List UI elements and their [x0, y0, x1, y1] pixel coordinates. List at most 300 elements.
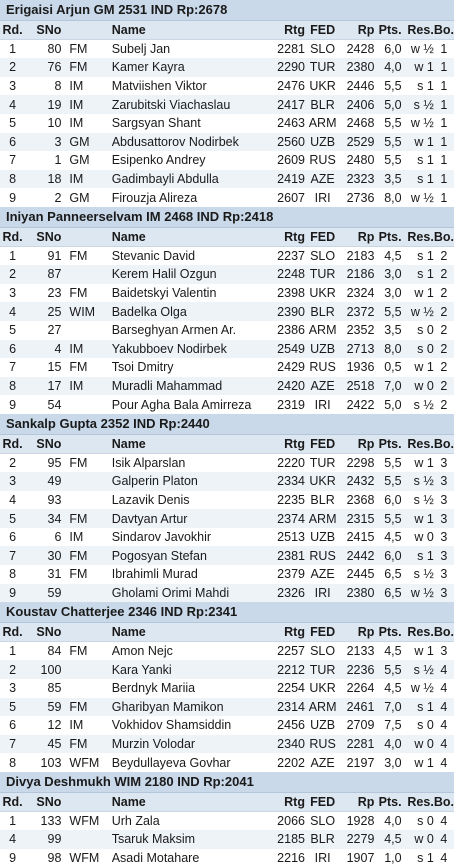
table-cell: 2235: [277, 492, 305, 507]
table-cell: BLR: [305, 830, 340, 849]
table-cell: 2212: [269, 660, 305, 679]
table-cell: 1: [434, 133, 454, 152]
table-cell: 4: [440, 814, 448, 829]
table-cell: w 0: [414, 530, 434, 545]
table-cell: 2326: [269, 584, 305, 603]
table-cell: 2372: [340, 302, 374, 321]
table-cell: WFM: [69, 755, 100, 770]
player-section: [0, 414, 454, 602]
table-cell: 2380: [340, 584, 374, 603]
table-cell: 5,5: [374, 509, 401, 528]
player-title: Koustav Chatterjee 2346 IND Rp:2341: [0, 602, 454, 623]
table-cell: [63, 660, 111, 679]
table-cell: Tsoi Dmitry: [111, 360, 174, 375]
table-cell: IRI: [314, 190, 331, 205]
table-row: [0, 453, 454, 472]
table-cell: BLR: [305, 95, 340, 114]
table-row: [0, 491, 454, 510]
table-cell: 3: [434, 584, 454, 603]
table-cell: 4: [25, 340, 63, 359]
table-cell: Gadimbayli Abdulla: [112, 170, 269, 189]
table-cell: 2381: [269, 546, 305, 565]
table-cell: 100: [25, 660, 63, 679]
table-cell: BLR: [305, 302, 340, 321]
table-cell: 59: [25, 698, 63, 717]
table-cell: 2237: [277, 249, 305, 264]
table-cell: 10: [47, 116, 62, 131]
table-cell: Kara Yanki: [112, 660, 269, 679]
table-cell: 2420: [269, 377, 305, 396]
table-cell: 2281: [277, 42, 305, 57]
table-cell: 4: [434, 698, 454, 717]
table-row: [0, 188, 454, 207]
table-cell: BLR: [310, 492, 335, 507]
table-cell: 2066: [277, 814, 305, 829]
table-row: [0, 753, 454, 772]
table-cell: Tsaruk Maksim: [112, 830, 269, 849]
table-cell: FM: [69, 42, 88, 57]
table-row: [0, 584, 454, 603]
table-cell: 2380: [340, 58, 374, 77]
player-section: [0, 602, 454, 772]
player-title: Sankalp Gupta 2352 IND Rp:2440: [0, 414, 454, 435]
table-cell: ARM: [308, 116, 337, 131]
table-cell: 6: [9, 530, 17, 545]
table-cell: 3: [440, 567, 448, 582]
column-header: Bo.: [434, 623, 454, 642]
table-cell: 8: [9, 755, 17, 770]
table-cell: 59: [25, 584, 63, 603]
column-header: [63, 21, 111, 40]
table-cell: 2468: [346, 116, 375, 131]
table-cell: IM: [69, 116, 84, 131]
table-cell: 5,5: [384, 456, 402, 471]
table-cell: 5,5: [384, 79, 402, 94]
table-cell: 3: [25, 133, 63, 152]
table-cell: 2352: [346, 323, 375, 338]
table-cell: 2315: [340, 509, 374, 528]
table-cell: 9: [9, 851, 17, 866]
table-cell: 23: [47, 286, 62, 301]
table-cell: 3: [434, 472, 454, 491]
table-cell: IM: [69, 530, 84, 545]
table-cell: s 1: [402, 170, 434, 189]
table-cell: 5,5: [374, 660, 401, 679]
table-cell: 6,5: [384, 567, 402, 582]
table-cell: 2: [434, 377, 454, 396]
column-header: [63, 228, 111, 247]
table-cell: 98: [47, 851, 62, 866]
table-cell: 7,5: [384, 718, 402, 733]
table-cell: 15: [47, 360, 62, 375]
table-cell: s 1: [417, 249, 434, 264]
table-cell: Davtyan Artur: [112, 509, 269, 528]
table-cell: 45: [25, 735, 63, 754]
table-cell: 0,5: [384, 360, 402, 375]
table-cell: 5,5: [374, 302, 401, 321]
table-cell: 2281: [340, 735, 374, 754]
table-cell: Urh Zala: [111, 814, 160, 829]
column-header: Rp: [340, 623, 374, 642]
table-cell: 2513: [277, 530, 305, 545]
table-cell: 2379: [277, 567, 305, 582]
column-header: Bo.: [434, 21, 454, 40]
table-cell: 7: [0, 546, 25, 565]
table-cell: ARM: [305, 698, 340, 717]
table-cell: s 0: [402, 340, 434, 359]
column-header: SNo: [25, 228, 63, 247]
table-cell: 2419: [269, 170, 305, 189]
table-cell: 2386: [277, 323, 305, 338]
table-row: [0, 472, 454, 491]
table-cell: Abdusattorov Nodirbek: [112, 133, 269, 152]
table-cell: 2: [440, 286, 448, 301]
table-row: [0, 40, 454, 59]
table-cell: Berdnyk Mariia: [111, 681, 196, 696]
table-cell: 2185: [269, 830, 305, 849]
table-cell: 1: [9, 42, 17, 57]
table-cell: 17: [25, 377, 63, 396]
table-cell: 1907: [346, 851, 375, 866]
table-cell: 1: [434, 58, 454, 77]
table-cell: s 0: [417, 718, 434, 733]
table-cell: FM: [63, 509, 111, 528]
table-cell: 3,0: [384, 286, 402, 301]
table-cell: GM: [69, 153, 90, 168]
table-cell: 76: [25, 58, 63, 77]
table-cell: 2133: [346, 644, 375, 659]
table-cell: WIM: [63, 302, 111, 321]
table-header-row: [0, 21, 454, 40]
table-cell: 3: [434, 546, 454, 565]
table-cell: Beydullayeva Govhar: [111, 755, 231, 770]
table-cell: 4: [434, 830, 454, 849]
table-cell: s 0: [417, 814, 434, 829]
table-cell: 3: [440, 644, 448, 659]
table-cell: FM: [69, 644, 88, 659]
table-cell: 19: [25, 95, 63, 114]
table-cell: UZB: [305, 340, 340, 359]
table-cell: AZE: [305, 377, 340, 396]
table-cell: AZE: [305, 170, 340, 189]
column-header: Rp: [340, 228, 374, 247]
table-cell: 3,5: [374, 170, 401, 189]
table-cell: 9: [9, 190, 17, 205]
table-cell: 3: [0, 472, 25, 491]
table-cell: SLO: [310, 249, 336, 264]
results-table: [0, 21, 454, 207]
table-cell: Ibrahimli Murad: [111, 567, 198, 582]
table-cell: IRI: [305, 584, 340, 603]
table-cell: RUS: [305, 546, 340, 565]
table-cell: Stevanic David: [111, 249, 196, 264]
table-cell: 2264: [346, 681, 375, 696]
column-header: Pts.: [374, 793, 401, 812]
table-row: [0, 321, 454, 340]
table-cell: 2549: [269, 340, 305, 359]
column-header: FED: [305, 21, 340, 40]
table-cell: 2390: [269, 302, 305, 321]
table-cell: FM: [63, 735, 111, 754]
table-row: [0, 77, 454, 96]
table-cell: w 1: [414, 644, 434, 659]
table-cell: 25: [25, 302, 63, 321]
table-cell: WFM: [69, 851, 100, 866]
table-cell: 4: [440, 851, 448, 866]
table-cell: 6,0: [384, 42, 402, 57]
table-cell: FM: [63, 546, 111, 565]
table-cell: Firouzja Alireza: [111, 190, 198, 205]
table-cell: 3: [440, 492, 448, 507]
table-cell: 49: [25, 472, 63, 491]
table-cell: 2: [440, 360, 448, 375]
table-row: [0, 114, 454, 133]
column-header: SNo: [25, 21, 63, 40]
table-cell: [63, 395, 111, 414]
table-cell: 133: [40, 814, 62, 829]
table-cell: 2254: [277, 681, 305, 696]
table-cell: TUR: [305, 660, 340, 679]
table-cell: 2: [434, 340, 454, 359]
table-cell: 99: [25, 830, 63, 849]
table-row: [0, 509, 454, 528]
table-cell: FM: [69, 360, 88, 375]
table-cell: 2340: [269, 735, 305, 754]
table-cell: s ½: [413, 492, 434, 507]
column-header: Name: [112, 793, 269, 812]
table-cell: Lazavik Denis: [111, 492, 190, 507]
table-header-row: [0, 623, 454, 642]
table-cell: 2428: [346, 42, 375, 57]
table-cell: 30: [25, 546, 63, 565]
table-cell: 3,0: [374, 265, 401, 284]
table-cell: 2368: [346, 492, 375, 507]
table-cell: 2197: [346, 755, 375, 770]
table-cell: [63, 472, 111, 491]
table-cell: 2334: [269, 472, 305, 491]
table-cell: 2202: [277, 755, 305, 770]
table-cell: Murzin Volodar: [112, 735, 269, 754]
table-cell: [63, 321, 111, 340]
table-cell: Sargsyan Shant: [111, 116, 201, 131]
player-section: [0, 772, 454, 867]
table-cell: 2518: [340, 377, 374, 396]
table-cell: 2279: [340, 830, 374, 849]
table-cell: Asadi Motahare: [111, 851, 200, 866]
table-cell: SLO: [310, 814, 336, 829]
table-cell: 9: [9, 397, 17, 412]
table-row: [0, 546, 454, 565]
table-cell: w 1: [414, 286, 434, 301]
column-header: [63, 435, 111, 454]
column-header: Pts.: [374, 228, 401, 247]
column-header: Rd.: [0, 228, 25, 247]
table-header-row: [0, 228, 454, 247]
table-cell: Subelj Jan: [111, 42, 171, 57]
table-cell: 8: [0, 170, 25, 189]
table-cell: 2: [440, 397, 448, 412]
player-section: [0, 207, 454, 414]
table-cell: GM: [69, 190, 90, 205]
player-title: Divya Deshmukh WIM 2180 IND Rp:2041: [0, 772, 454, 793]
table-cell: Isik Alparslan: [111, 456, 186, 471]
table-cell: 2: [434, 302, 454, 321]
table-cell: 2445: [346, 567, 375, 582]
table-cell: FM: [69, 286, 88, 301]
table-cell: IM: [63, 95, 111, 114]
table-cell: UZB: [310, 718, 336, 733]
column-header: Res.: [402, 21, 434, 40]
table-cell: 2186: [340, 265, 374, 284]
column-header: Res.: [402, 623, 434, 642]
table-cell: Vokhidov Shamsiddin: [111, 718, 232, 733]
table-cell: 4: [440, 718, 448, 733]
table-cell: w 1: [414, 456, 434, 471]
table-cell: 3: [440, 456, 448, 471]
table-row: [0, 302, 454, 321]
table-cell: IM: [69, 718, 84, 733]
table-header-row: [0, 435, 454, 454]
table-cell: 2324: [346, 286, 375, 301]
table-cell: 5,5: [384, 153, 402, 168]
table-row: [0, 133, 454, 152]
table-cell: 1: [440, 116, 448, 131]
column-header: Rp: [340, 21, 374, 40]
table-cell: 2709: [346, 718, 375, 733]
table-cell: UKR: [309, 286, 336, 301]
table-row: [0, 170, 454, 189]
table-cell: 87: [25, 265, 63, 284]
column-header: Rd.: [0, 623, 25, 642]
table-cell: RUS: [305, 735, 340, 754]
table-cell: 2314: [269, 698, 305, 717]
table-cell: 91: [47, 249, 62, 264]
table-cell: s ½: [413, 567, 434, 582]
table-cell: 2220: [277, 456, 305, 471]
table-cell: 2456: [277, 718, 305, 733]
table-cell: 4: [0, 302, 25, 321]
column-header: Res.: [402, 435, 434, 454]
table-cell: 3,5: [384, 323, 402, 338]
table-row: [0, 812, 454, 831]
table-cell: 7: [9, 360, 17, 375]
table-cell: 103: [40, 755, 62, 770]
column-header: Rd.: [0, 435, 25, 454]
table-cell: 1928: [346, 814, 375, 829]
table-cell: 3: [9, 286, 17, 301]
table-cell: 4,0: [384, 814, 402, 829]
table-cell: 4: [440, 755, 448, 770]
table-cell: 2290: [269, 58, 305, 77]
table-row: [0, 642, 454, 661]
table-cell: 2463: [277, 116, 305, 131]
table-cell: w ½: [410, 42, 434, 57]
table-cell: w 1: [414, 755, 434, 770]
table-cell: 2480: [346, 153, 375, 168]
table-cell: 1: [434, 95, 454, 114]
table-cell: 4,5: [384, 530, 402, 545]
table-cell: SLO: [310, 42, 336, 57]
table-cell: 8: [54, 79, 62, 94]
table-row: [0, 340, 454, 359]
table-cell: 4,0: [374, 58, 401, 77]
column-header: Pts.: [374, 435, 401, 454]
table-cell: 2415: [346, 530, 375, 545]
table-cell: UZB: [305, 133, 340, 152]
table-cell: 5: [9, 323, 17, 338]
table-cell: 84: [47, 644, 62, 659]
table-cell: 6,0: [374, 546, 401, 565]
column-header: Name: [112, 623, 269, 642]
table-cell: 6: [0, 340, 25, 359]
table-cell: 3: [9, 681, 17, 696]
table-cell: 95: [47, 456, 62, 471]
table-cell: 2417: [269, 95, 305, 114]
table-cell: 4,5: [384, 249, 402, 264]
table-cell: Sindarov Javokhir: [111, 530, 212, 545]
table-cell: 5: [0, 698, 25, 717]
table-cell: w ½: [402, 584, 434, 603]
table-cell: UKR: [305, 472, 340, 491]
table-cell: 2529: [340, 133, 374, 152]
table-cell: WFM: [69, 814, 100, 829]
column-header: [63, 623, 111, 642]
table-cell: [63, 679, 111, 698]
table-cell: w 1: [402, 58, 434, 77]
table-cell: FM: [69, 456, 88, 471]
column-header: Res.: [402, 228, 434, 247]
table-cell: 4,5: [384, 681, 402, 696]
table-cell: AZE: [310, 755, 335, 770]
column-header: Bo.: [434, 435, 454, 454]
table-cell: s ½: [402, 660, 434, 679]
table-cell: w 1: [414, 360, 434, 375]
results-table: [0, 228, 454, 414]
table-cell: 9: [0, 584, 25, 603]
table-cell: FM: [69, 567, 88, 582]
table-row: [0, 358, 454, 377]
column-header: Rtg: [269, 793, 305, 812]
column-header: Rd.: [0, 793, 25, 812]
table-cell: 2736: [346, 190, 375, 205]
table-cell: w 0: [402, 377, 434, 396]
table-cell: SLO: [310, 644, 336, 659]
column-header: FED: [305, 793, 340, 812]
table-cell: 2: [440, 323, 448, 338]
table-cell: 1: [440, 190, 448, 205]
table-row: [0, 265, 454, 284]
table-cell: 5: [0, 509, 25, 528]
column-header: Name: [112, 21, 269, 40]
table-cell: IM: [63, 377, 111, 396]
table-cell: s 1: [417, 79, 434, 94]
table-row: [0, 151, 454, 170]
table-row: [0, 247, 454, 266]
table-cell: 2713: [340, 340, 374, 359]
column-header: SNo: [25, 793, 63, 812]
table-cell: 4: [440, 681, 448, 696]
table-cell: w ½: [402, 302, 434, 321]
table-cell: 4: [0, 830, 25, 849]
table-cell: 2298: [346, 456, 375, 471]
table-cell: Baidetskyi Valentin: [111, 286, 217, 301]
column-header: Rtg: [269, 435, 305, 454]
table-cell: 1: [9, 814, 17, 829]
table-cell: Kerem Halil Ozgun: [112, 265, 269, 284]
table-cell: s 1: [417, 851, 434, 866]
table-cell: IM: [63, 170, 111, 189]
table-cell: w 0: [402, 735, 434, 754]
